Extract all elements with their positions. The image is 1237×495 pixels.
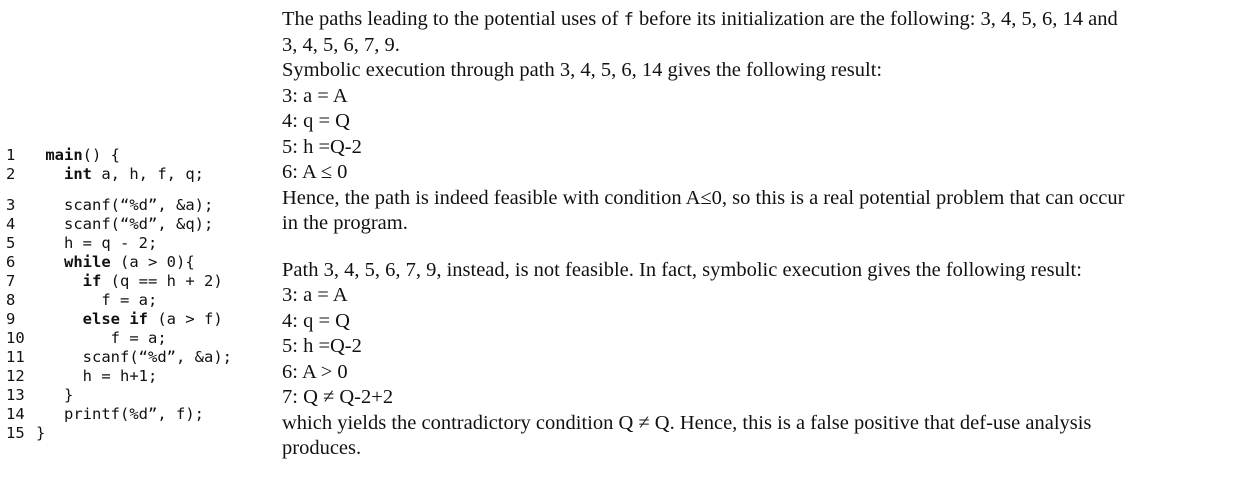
code-text: }: [64, 386, 74, 404]
code-text: scanf(“%d”, &a);: [64, 196, 214, 214]
code-text: () {: [82, 146, 120, 164]
code-line-10: [6, 329, 280, 348]
code-line-6: [6, 253, 280, 272]
code-listing: [6, 146, 280, 443]
code-text: h = q - 2;: [64, 234, 158, 252]
line-number: 12: [6, 367, 25, 385]
code-line-9: [6, 310, 280, 329]
code-keyword: while: [64, 253, 111, 271]
line-number: 9: [6, 310, 16, 328]
line-number: 1: [6, 146, 16, 164]
code-keyword: int: [64, 165, 92, 183]
line-number: 11: [6, 348, 25, 366]
code-line-11: [6, 348, 280, 367]
code-text: h = h+1;: [82, 367, 158, 385]
line-number: 6: [6, 253, 16, 271]
code-text: (a > 0){: [110, 253, 195, 271]
line-number: 2: [6, 165, 16, 183]
code-line-4: [6, 215, 280, 234]
path2-heading: Path 3, 4, 5, 6, 7, 9, instead, is not feasible. In fact, symbolic execution gives the following result:: [282, 258, 1082, 281]
path1-step: 3: a = A: [282, 84, 348, 107]
code-text: (q == h + 2): [101, 272, 223, 290]
code-text: f = a;: [101, 291, 158, 309]
code-line-5: [6, 234, 280, 253]
code-keyword: main: [45, 146, 83, 164]
code-line-12: [6, 367, 280, 386]
code-line-2: [6, 165, 280, 184]
code-line-7: [6, 272, 280, 291]
code-line-8: [6, 291, 280, 310]
code-keyword: else if: [82, 310, 148, 328]
code-line-13: [6, 386, 280, 405]
intro-line-1: The paths leading to the potential uses of f before its initialization are the following: 3, 4, 5, 6, 14 and: [282, 8, 1118, 30]
line-number: 8: [6, 291, 16, 309]
explanation-text: [282, 7, 1232, 462]
path2-step: 6: A > 0: [282, 360, 348, 383]
path2-step: 4: q = Q: [282, 309, 350, 332]
path1-step: 6: A ≤ 0: [282, 161, 348, 183]
path1-conclusion: in the program.: [282, 212, 408, 234]
code-line-15: [6, 424, 280, 443]
line-number: 4: [6, 215, 16, 233]
line-number: 7: [6, 272, 16, 290]
line-number: 13: [6, 386, 25, 404]
path2-step: 5: h =Q-2: [282, 335, 362, 357]
code-keyword: if: [82, 272, 102, 290]
code-text: a, h, f, q;: [92, 165, 204, 183]
line-number: 3: [6, 196, 16, 214]
path1-step: 5: h =Q-2: [282, 135, 362, 158]
path2-step: 7: Q ≠ Q-2+2: [282, 386, 394, 408]
path2-step: 3: a = A: [282, 284, 348, 306]
code-text: (a > f): [148, 310, 223, 328]
path2-conclusion: which yields the contradictory condition Q ≠ Q. Hence, this is a false positive that def-use analysis: [282, 411, 1092, 434]
code-text: scanf(“%d”, &a);: [82, 348, 232, 366]
path1-conclusion: Hence, the path is indeed feasible with condition A≤0, so this is a real potential problem that can occur: [282, 186, 1125, 209]
code-text: f = a;: [110, 329, 167, 347]
path1-step: 4: q = Q: [282, 110, 350, 132]
variable-name: f: [623, 10, 634, 30]
code-text: printf(%d”, f);: [64, 405, 204, 423]
code-line-14: [6, 405, 280, 424]
code-text: scanf(“%d”, &q);: [64, 215, 214, 233]
line-number: 10: [6, 329, 25, 347]
code-line-3: [6, 196, 280, 215]
line-number: 5: [6, 234, 16, 252]
code-text: }: [36, 424, 46, 442]
intro-line-2: 3, 4, 5, 6, 7, 9.: [282, 33, 400, 56]
line-number: 15: [6, 424, 25, 442]
line-number: 14: [6, 405, 25, 423]
code-line-1: [6, 146, 280, 165]
path1-heading: Symbolic execution through path 3, 4, 5, 6, 14 gives the following result:: [282, 59, 883, 81]
path2-conclusion: produces.: [282, 437, 362, 459]
